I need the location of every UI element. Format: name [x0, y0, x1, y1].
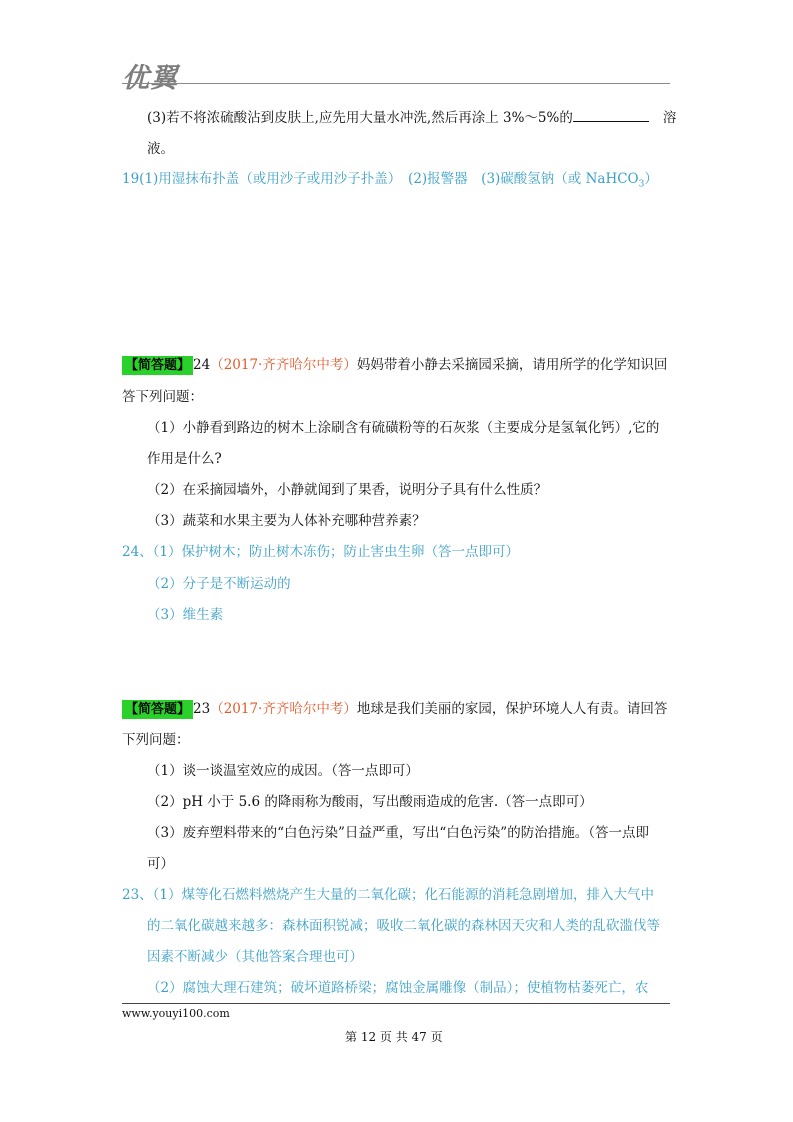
question-source: （2017·齐齐哈尔中考） [210, 701, 357, 717]
q24-answer-3: （3）维生素 [147, 607, 224, 623]
q19-answer [122, 167, 658, 190]
q24-sub1: （1）小静看到路边的树木上涂刷含有硫磺粉等的石灰浆（主要成分是氢氧化钙）,它的 [147, 420, 660, 436]
website-link[interactable]: www.youyi100.com [122, 1007, 230, 1020]
q19-part3-suffix: 溶 [662, 110, 677, 126]
q24-sub2: （2）在采摘园墙外，小静就闻到了果香，说明分子具有什么性质？ [147, 482, 548, 498]
q24-answer-1: 24、（1）保护树木；防止树木冻伤；防止害虫生卵（答一点即可） [122, 544, 520, 560]
q19-part3-text: (3)若不将浓硫酸沾到皮肤上,应先用大量水冲洗,然后再涂上 3%～5%的 [147, 110, 573, 126]
q23-stem-cont: 下列问题： [122, 732, 190, 748]
footer-rule [122, 1003, 670, 1004]
question-number: 23 [193, 701, 211, 717]
q23-answer-1: 23、（1）煤等化石燃料燃烧产生大量的二氧化碳；化石能源的消耗急剧增加，排入大气中 [122, 887, 655, 903]
q23-answer-1-cont: 的二氧化碳越来越多：森林面积锐减；吸收二氧化碳的森林因天灾和人类的乱砍滥伐等 [147, 918, 660, 934]
q19-answer-text: 19(1)用湿抹布扑盖（或用沙子或用沙子扑盖） (2)报警器 (3)碳酸氢钠（或 NaHCO [122, 171, 639, 187]
page-number: 第 12 页 共 47 页 [345, 1030, 443, 1044]
q19-part3-line [147, 106, 676, 126]
q23-sub3: （3）废弃塑料带来的“白色污染”日益严重，写出“白色污染”的防治措施。（答一点即 [147, 825, 649, 841]
q23-answer-2: （2）腐蚀大理石建筑；破坏道路桥梁；腐蚀金属雕像（制品）；使植物枯萎死亡，农 [147, 980, 649, 996]
header-rule [122, 83, 670, 84]
q23-stem-line [122, 697, 667, 717]
logo: 优翼 [122, 63, 178, 94]
q24-sub3: （3）蔬菜和水果主要为人体补充哪种营养素？ [147, 513, 426, 529]
answer-blank [573, 109, 649, 122]
q19-part3-end: 液。 [147, 141, 174, 157]
q23-sub3-cont: 可） [147, 856, 174, 872]
question-type-tag: 【简答题】 [122, 356, 193, 375]
q19-answer-end: ） [644, 171, 658, 187]
q23-sub1: （1）谈一谈温室效应的成因。（答一点即可） [147, 763, 419, 779]
question-source: （2017·齐齐哈尔中考） [210, 357, 357, 373]
q19-answer-sub: 3 [638, 179, 645, 190]
q23-sub2: （2）pH 小于 5.6 的降雨称为酸雨，写出酸雨造成的危害.（答一点即可） [147, 794, 593, 810]
q24-answer-2: （2）分子是不断运动的 [147, 576, 291, 592]
question-number: 24 [193, 357, 211, 373]
question-type-tag: 【简答题】 [122, 700, 193, 719]
q24-stem-line [122, 353, 667, 373]
q23-answer-1-end: 因素不断减少（其他答案合理也可） [147, 949, 363, 965]
q24-stem: 妈妈带着小静去采摘园采摘，请用所学的化学知识回 [356, 357, 668, 373]
q23-stem: 地球是我们美丽的家园，保护环境人人有责。请回答 [356, 701, 668, 717]
q24-stem-cont: 答下列问题： [122, 389, 203, 405]
q24-sub1-cont: 作用是什么? [147, 451, 222, 467]
